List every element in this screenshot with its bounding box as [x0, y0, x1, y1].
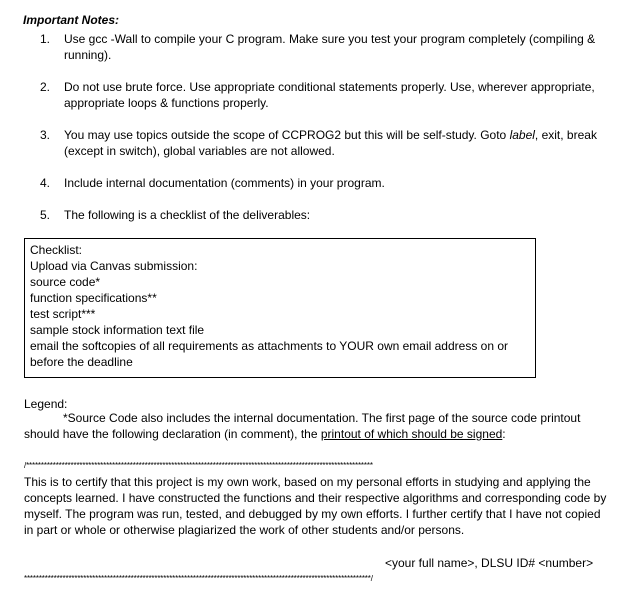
underlined-text: printout of which should be signed [320, 427, 503, 441]
certification-line: This is to certify that this project is my own work, based on my personal efforts in studying and applying the [24, 475, 591, 489]
note-text-line: You may use topics outside the scope of CCPROG2 but this will be self-study. Goto label, exit, break [64, 128, 597, 142]
note-number: 2. [40, 80, 51, 94]
page-title: Important Notes: [23, 13, 119, 27]
italic-label: label [509, 128, 535, 142]
checklist-line: email the softcopies of all requirements as attachments to YOUR own email address on or [30, 339, 509, 353]
checklist-line: Upload via Canvas submission: [30, 259, 198, 273]
checklist-line: source code* [30, 275, 101, 289]
legend-body [24, 410, 604, 442]
comment-end-stars: *********************************************************************************************************************/ [24, 574, 373, 583]
certification-text [24, 474, 622, 538]
note-text-line: (except in switch), global variables are not allowed. [64, 144, 335, 158]
note-text-line: Use gcc -Wall to compile your C program. Make sure you test your program completely (compiling & [64, 32, 596, 46]
comment-start-stars: /********************************************************************************************************************* [24, 461, 373, 470]
legend-line: should have the following declaration (in comment), the printout of which should be signed: [24, 427, 506, 441]
checklist-box [24, 238, 536, 378]
note-number: 4. [40, 176, 51, 190]
legend-label: Legend: [24, 397, 68, 411]
note-text-line: running). [64, 48, 112, 62]
checklist-line: before the deadline [30, 355, 133, 369]
signature-line: <your full name>, DLSU ID# <number> [385, 556, 594, 570]
note-text-line: Do not use brute force. Use appropriate conditional statements properly. Use, wherever appropriate, [64, 80, 595, 94]
certification-line: concepts learned. I have constructed the functions and their respective algorithms and corresponding code by [24, 491, 607, 505]
legend-line: *Source Code also includes the internal documentation. The first page of the source code printout [63, 411, 581, 425]
note-number: 1. [40, 32, 51, 46]
checklist-line: Checklist: [30, 243, 83, 257]
checklist-line: test script*** [30, 307, 96, 321]
certification-line: in part or whole or otherwise plagiarized the work of other students and/or persons. [24, 523, 465, 537]
checklist-line: sample stock information text file [30, 323, 205, 337]
note-text-line: appropriate loops & functions properly. [64, 96, 269, 110]
note-number: 3. [40, 128, 51, 142]
certification-line: myself. The program was run, tested, and debugged by my own efforts. I further certify that I have not copied [24, 507, 601, 521]
note-text-line: Include internal documentation (comments) in your program. [64, 176, 385, 190]
checklist-line: function specifications** [30, 291, 157, 305]
note-text-line: The following is a checklist of the deliverables: [64, 208, 311, 222]
note-number: 5. [40, 208, 51, 222]
